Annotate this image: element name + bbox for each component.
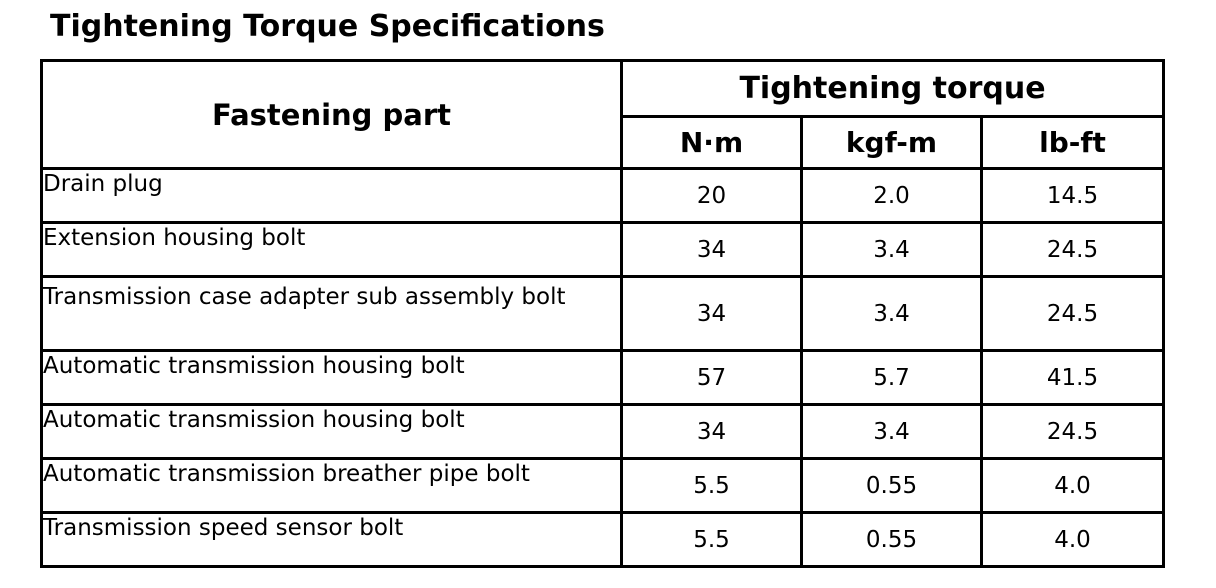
- table-row: [42, 405, 1164, 459]
- cell-fastening-part: Automatic transmission breather pipe bolt: [42, 459, 622, 513]
- cell-kgfm: 5.7: [802, 351, 982, 405]
- table-header: [42, 61, 1164, 169]
- cell-nm: 34: [622, 277, 802, 351]
- page-title: Tightening Torque Specifications: [50, 9, 605, 44]
- table-row: [42, 513, 1164, 567]
- cell-nm: 57: [622, 351, 802, 405]
- cell-lbft: 24.5: [982, 405, 1164, 459]
- cell-nm: 20: [622, 169, 802, 223]
- table-row: [42, 169, 1164, 223]
- cell-kgfm: 0.55: [802, 459, 982, 513]
- header-tightening-torque: Tightening torque: [622, 61, 1164, 117]
- cell-kgfm: 2.0: [802, 169, 982, 223]
- header-fastening-part: Fastening part: [42, 61, 622, 169]
- cell-fastening-part: Drain plug: [42, 169, 622, 223]
- cell-fastening-part: Automatic transmission housing bolt: [42, 405, 622, 459]
- cell-nm: 5.5: [622, 459, 802, 513]
- header-row-top: [42, 61, 1164, 117]
- cell-nm: 34: [622, 223, 802, 277]
- cell-lbft: 24.5: [982, 277, 1164, 351]
- header-unit-nm: N·m: [622, 117, 802, 169]
- table-body: [42, 169, 1164, 567]
- cell-nm: 34: [622, 405, 802, 459]
- table-row: [42, 351, 1164, 405]
- cell-lbft: 4.0: [982, 459, 1164, 513]
- cell-kgfm: 3.4: [802, 405, 982, 459]
- cell-nm: 5.5: [622, 513, 802, 567]
- header-unit-lbft: lb-ft: [982, 117, 1164, 169]
- cell-fastening-part: Extension housing bolt: [42, 223, 622, 277]
- header-unit-kgfm: kgf-m: [802, 117, 982, 169]
- cell-fastening-part: Automatic transmission housing bolt: [42, 351, 622, 405]
- cell-fastening-part: Transmission speed sensor bolt: [42, 513, 622, 567]
- cell-kgfm: 0.55: [802, 513, 982, 567]
- cell-lbft: 24.5: [982, 223, 1164, 277]
- table-row: [42, 459, 1164, 513]
- table-row: [42, 223, 1164, 277]
- cell-lbft: 4.0: [982, 513, 1164, 567]
- table-row: [42, 277, 1164, 351]
- cell-kgfm: 3.4: [802, 277, 982, 351]
- cell-lbft: 14.5: [982, 169, 1164, 223]
- cell-lbft: 41.5: [982, 351, 1164, 405]
- cell-kgfm: 3.4: [802, 223, 982, 277]
- cell-fastening-part: Transmission case adapter sub assembly bolt: [42, 277, 622, 351]
- torque-spec-table: [40, 59, 1165, 568]
